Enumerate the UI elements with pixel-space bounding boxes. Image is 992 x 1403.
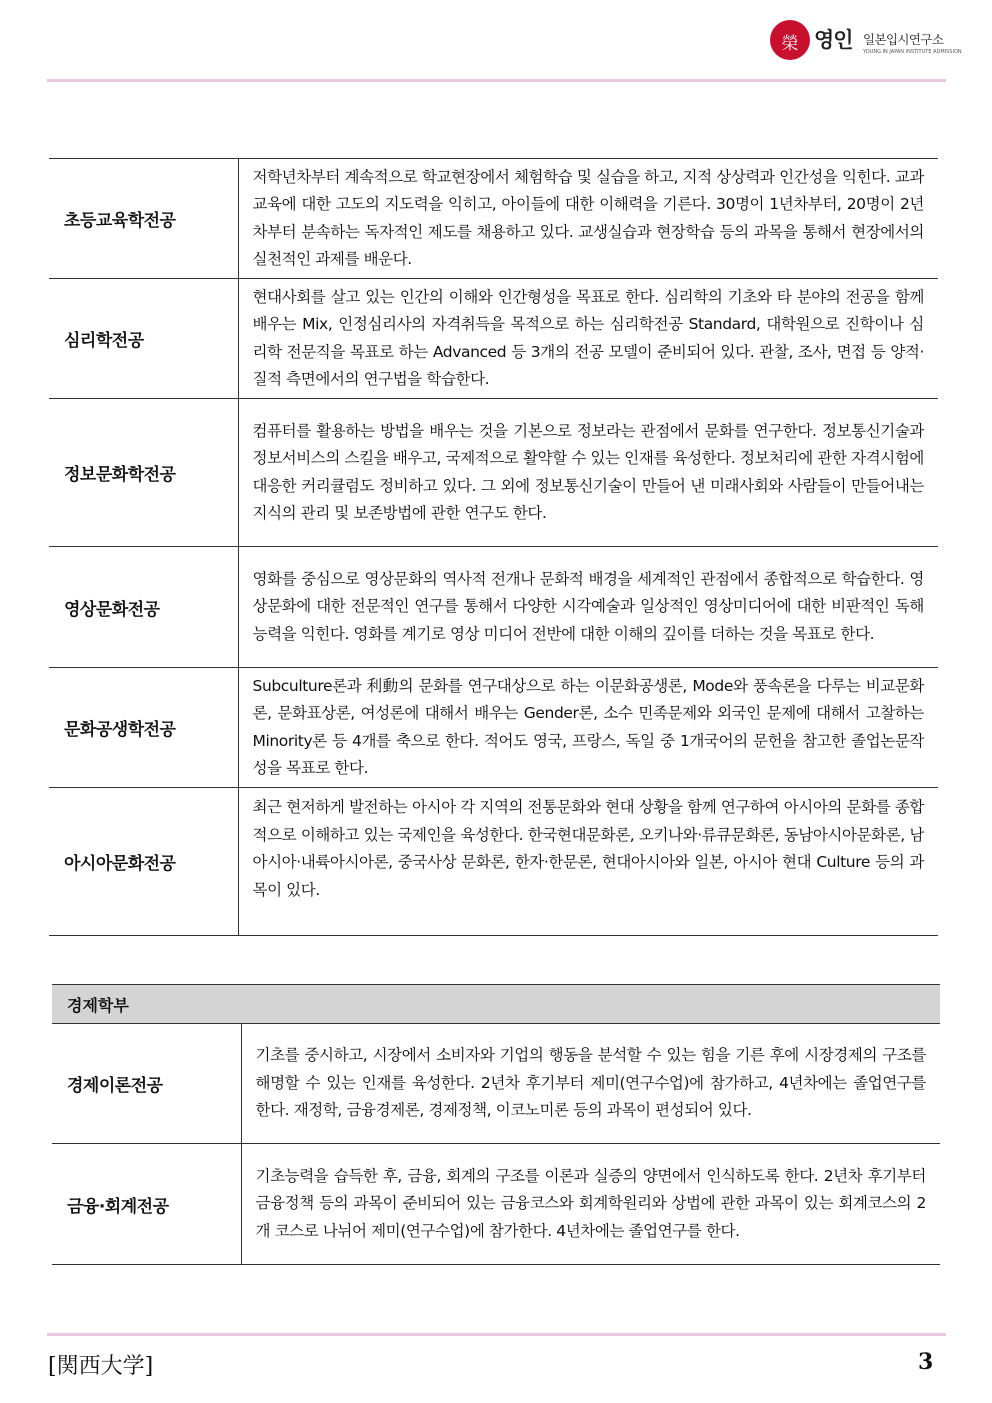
department-header-row [52, 985, 940, 1024]
table-row [49, 279, 938, 399]
company-logo [770, 20, 962, 79]
table-row [52, 1024, 940, 1144]
logo-tagline: YOUNG IN JAPAN INSTITUTE ADMISSION [863, 49, 962, 55]
major-description: 최근 현저하게 발전하는 아시아 각 지역의 전통문화와 현대 상황을 함께 연구하여 아시아의 문화를 종합적으로 이해하고 있는 국제인을 육성한다. 한국현대문화론, 오키나와·류큐문화론, 동남아시아문화론, 남아시아·내륙아시아론, 중국사상 문화론, 한자·한문론, 현대아시아와 일본, 아시아 현대 Culture 등의 과목이 있다. [238, 788, 938, 936]
table-row [49, 159, 938, 279]
major-name: 영상문화전공 [49, 547, 238, 668]
table-row [52, 1144, 940, 1265]
majors-table [49, 158, 938, 936]
logo-name: 영인 [814, 28, 853, 52]
major-description: Subculture론과 利動의 문화를 연구대상으로 하는 이문화공생론, Mode와 풍속론을 다루는 비교문화론, 문화표상론, 여성론에 대해서 배우는 Gender론, 소수 민족문제와 외국인 문제에 대해서 고찰하는 Minority론 등 4개를 축으로 한다. 적어도 영국, 프랑스, 독일 중 1개국어의 문헌을 참고한 졸업논문작성을 목표로 한다. [238, 668, 938, 788]
major-description: 기초능력을 습득한 후, 금융, 회계의 구조를 이론과 실증의 양면에서 인식하도록 한다. 2년차 후기부터 금융정책 등의 과목이 준비되어 있는 금융코스와 회계학원리와 상법에 관한 과목이 있는 회계코스의 2개 코스로 나뉘어 제미(연구수업)에 참가한다. 4년차에는 졸업연구를 한다. [241, 1144, 940, 1265]
logo-subtitle: 일본입시연구소 [863, 32, 944, 47]
table-row [49, 547, 938, 668]
department-title: 경제학부 [52, 985, 940, 1024]
table-row [49, 399, 938, 547]
economics-table [52, 984, 940, 1265]
major-name: 정보문화학전공 [49, 399, 238, 547]
logo-emblem-text: 榮仁 [781, 34, 799, 79]
table-row [49, 668, 938, 788]
major-name: 심리학전공 [49, 279, 238, 399]
major-description: 컴퓨터를 활용하는 방법을 배우는 것을 기본으로 정보라는 관점에서 문화를 연구한다. 정보통신기술과 정보서비스의 스킬을 배우고, 국제적으로 활약할 수 있는 인재를 육성한다. 정보처리에 관한 자격시험에 대응한 커리큘럼도 정비하고 있다. 그 외에 정보통신기술이 만들어 낸 미래사회와 사람들이 만들어내는 지식의 관리 및 보존방법에 관한 연구도 한다. [238, 399, 938, 547]
major-description: 현대사회를 살고 있는 인간의 이해와 인간형성을 목표로 한다. 심리학의 기초와 타 분야의 전공을 함께 배우는 Mix, 인정심리사의 자격취득을 목적으로 하는 심리학전공 Standard, 대학원으로 진학이나 심리학 전문직을 목표로 하는 Advanced 등 3개의 전공 모델이 준비되어 있다. 관찰, 조사, 면접 등 양적·질적 측면에서의 연구법을 학습한다. [238, 279, 938, 399]
header-divider [47, 79, 946, 82]
table-row [49, 788, 938, 936]
major-description: 영화를 중심으로 영상문화의 역사적 전개나 문화적 배경을 세계적인 관점에서 종합적으로 학습한다. 영상문화에 대한 전문적인 연구를 통해서 다양한 시각예술과 일상적인 영상미디어에 대한 비판적인 독해능력을 익힌다. 영화를 계기로 영상 미디어 전반에 대한 이해의 깊이를 더하는 것을 목표로 한다. [238, 547, 938, 668]
major-name: 문화공생학전공 [49, 668, 238, 788]
footer-school-name: [関西大学] [48, 1354, 154, 1379]
page-number: 3 [918, 1349, 934, 1375]
major-name: 경제이론전공 [52, 1024, 241, 1144]
major-name: 아시아문화전공 [49, 788, 238, 936]
major-description: 저학년차부터 계속적으로 학교현장에서 체험학습 및 실습을 하고, 지적 상상력과 인간성을 익힌다. 교과교육에 대한 고도의 지도력을 익히고, 아이들에 대한 이해력을 기른다. 30명이 1년차부터, 20명이 2년차부터 분속하는 독자적인 제도를 채용하고 있다. 교생실습과 현장학습 등의 과목을 통해서 현장에서의 실천적인 과제를 배운다. [238, 159, 938, 279]
major-name: 금융·회계전공 [52, 1144, 241, 1265]
logo-emblem [770, 20, 810, 79]
footer-divider [47, 1333, 946, 1336]
major-name: 초등교육학전공 [49, 159, 238, 279]
major-description: 기초를 중시하고, 시장에서 소비자와 기업의 행동을 분석할 수 있는 힘을 기른 후에 시장경제의 구조를 해명할 수 있는 인재를 육성한다. 2년차 후기부터 제미(연구수업)에 참가하고, 4년차에는 졸업연구를 한다. 재정학, 금융경제론, 경제정책, 이코노미론 등의 과목이 편성되어 있다. [255, 1046, 926, 1120]
